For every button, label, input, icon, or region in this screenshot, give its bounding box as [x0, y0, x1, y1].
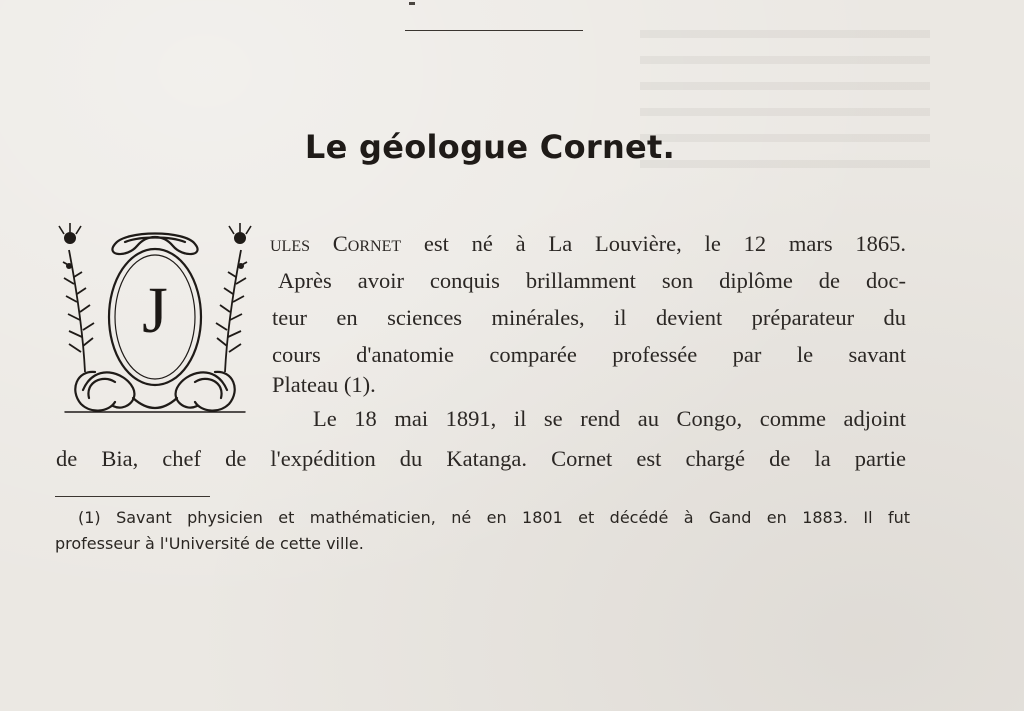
paragraph-line-3: teur en sciences minérales, il devient préparateur du: [272, 305, 906, 330]
footnote-line-2: professeur à l'Université de cette ville.: [55, 534, 364, 553]
paragraph-line-7: de Bia, chef de l'expédition du Katanga. Cornet est chargé de la partie: [56, 446, 906, 471]
footnote-line-1: (1) Savant physicien et mathématicien, né en 1801 et décédé à Gand en 1883. Il fut: [78, 508, 910, 527]
opening-smallcaps: ules Cornet: [270, 231, 402, 256]
paragraph-line-6: Le 18 mai 1891, il se rend au Congo, comme adjoint: [313, 406, 906, 431]
dropcap-letter: J: [142, 274, 168, 347]
paragraph-line-2: Après avoir conquis brillamment son diplôme de doc-: [278, 268, 906, 293]
paragraph-line-1: [270, 233, 906, 256]
ink-mark: [409, 2, 415, 5]
paragraph-line-5: Plateau (1).: [272, 372, 376, 397]
top-rule: [405, 30, 583, 31]
paragraph-line-4: cours d'anatomie comparée professée par le savant: [272, 342, 906, 367]
ornamental-dropcap: [55, 222, 255, 422]
footnote-rule: [55, 496, 210, 497]
chapter-title: Le géologue Cornet.: [304, 128, 676, 166]
paragraph-line-1-rest: est né à La Louvière, le 12 mars 1865.: [401, 231, 906, 256]
